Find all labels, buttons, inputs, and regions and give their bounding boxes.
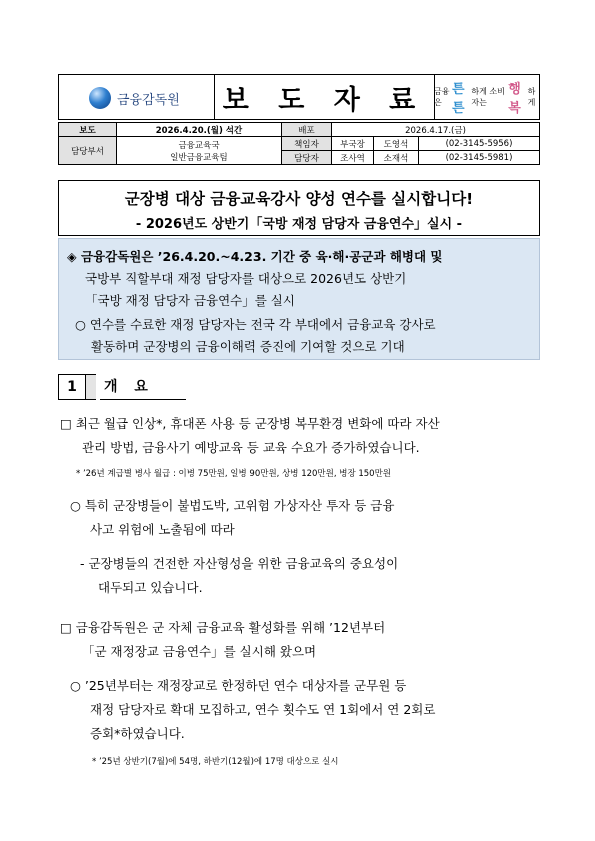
dept-line-1: 금융교육국 <box>178 140 220 151</box>
resp-name: 도영석 <box>374 137 419 151</box>
resp-phone: (02-3145-5956) <box>419 137 540 151</box>
slogan-part-b: 튼튼 <box>452 82 465 116</box>
slogan <box>434 75 539 119</box>
logo-cell <box>59 75 215 119</box>
slogan-part-c: 하게 소비자는 <box>471 87 505 107</box>
title-box <box>58 180 540 236</box>
sub-title: - 2026년도 상반기「국방 재정 담당자 금융연수」실시 - <box>135 217 463 232</box>
resp-label: 책임자 <box>282 137 332 151</box>
fss-logo-icon <box>89 87 111 109</box>
para-1-line-2: 관리 방법, 금융사기 예방교육 등 교육 수요가 증가하였습니다. <box>82 440 420 455</box>
slogan-part-d: 행복 <box>508 82 521 116</box>
summary-line-3: 「국방 재정 담당자 금융연수」를 실시 <box>85 293 295 308</box>
section-title: 개 요 <box>100 376 186 400</box>
staff-phone: (02-3145-5981) <box>419 151 540 165</box>
para-5-line-1: ○ ’25년부터는 재정장교로 한정하던 연수 대상자를 군무원 등 <box>70 678 407 693</box>
summary-line-5: 활동하며 군장병의 금융이해력 증진에 기여할 것으로 기대 <box>91 339 405 354</box>
main-title: 군장병 대상 금융교육강사 양성 연수를 실시합니다! <box>124 190 474 208</box>
info-table <box>58 122 540 165</box>
logo-text: 금융감독원 <box>117 93 180 108</box>
dist-value: 2026.4.17.(금) <box>332 123 540 137</box>
para-4-line-2: 「군 재정장교 금융연수」를 실시해 왔으며 <box>82 644 317 659</box>
summary-line-2: 국방부 직할부대 재정 담당자를 대상으로 2026년도 상반기 <box>85 271 407 286</box>
summary-line-1: ◈ 금융감독원은 ’26.4.20.~4.23. 기간 중 육·해·공군과 해병대 및 <box>67 249 443 264</box>
para-5-note: * ’25년 상반기(7월)에 54명, 하반기(12월)에 17명 대상으로 실시 <box>92 757 339 767</box>
staff-title: 조사역 <box>332 151 374 165</box>
staff-label: 담당자 <box>282 151 332 165</box>
doc-type-title: 보 도 자 료 <box>214 75 435 119</box>
section-bar <box>86 374 96 400</box>
para-4-line-1: □ 금융감독원은 군 자체 금융교육 활성화를 위해 ’12년부터 <box>60 620 386 635</box>
dept-line-2: 일반금융교육팀 <box>170 152 228 163</box>
release-label: 보도 <box>59 123 117 137</box>
slogan-part-e: 하게 <box>527 87 536 107</box>
summary-line-4: ○ 연수를 수료한 재정 담당자는 전국 각 부대에서 금융교육 강사로 <box>75 317 436 332</box>
para-2-line-2: 사고 위험에 노출됨에 따라 <box>90 522 235 537</box>
release-value: 2026.4.20.(월) 석간 <box>117 123 282 137</box>
dist-label: 배포 <box>282 123 332 137</box>
summary-box <box>58 238 540 360</box>
para-2-line-1: ○ 특히 군장병들이 불법도박, 고위험 가상자산 투자 등 금융 <box>70 498 395 513</box>
para-5-line-2: 재정 담당자로 확대 모집하고, 연수 횟수도 연 1회에서 연 2회로 <box>90 702 436 717</box>
dept-value <box>117 137 282 165</box>
para-3-line-2: 대두되고 있습니다. <box>98 580 203 595</box>
para-1-line-1: □ 최근 월급 인상*, 휴대폰 사용 등 군장병 복무환경 변화에 따라 자산 <box>60 416 440 431</box>
slogan-part-a: 금융은 <box>434 87 450 107</box>
section-number: 1 <box>58 374 86 400</box>
resp-title: 부국장 <box>332 137 374 151</box>
staff-name: 소재석 <box>374 151 419 165</box>
para-5-line-3: 증회*하였습니다. <box>90 726 185 741</box>
dept-label: 담당부서 <box>59 137 117 165</box>
press-header <box>58 74 540 120</box>
para-3-line-1: - 군장병들의 건전한 자산형성을 위한 금융교육의 중요성이 <box>80 556 399 571</box>
para-1-note: * ’26년 계급별 병사 월급 : 이병 75만원, 일병 90만원, 상병 120만원, 병장 150만원 <box>76 469 392 479</box>
